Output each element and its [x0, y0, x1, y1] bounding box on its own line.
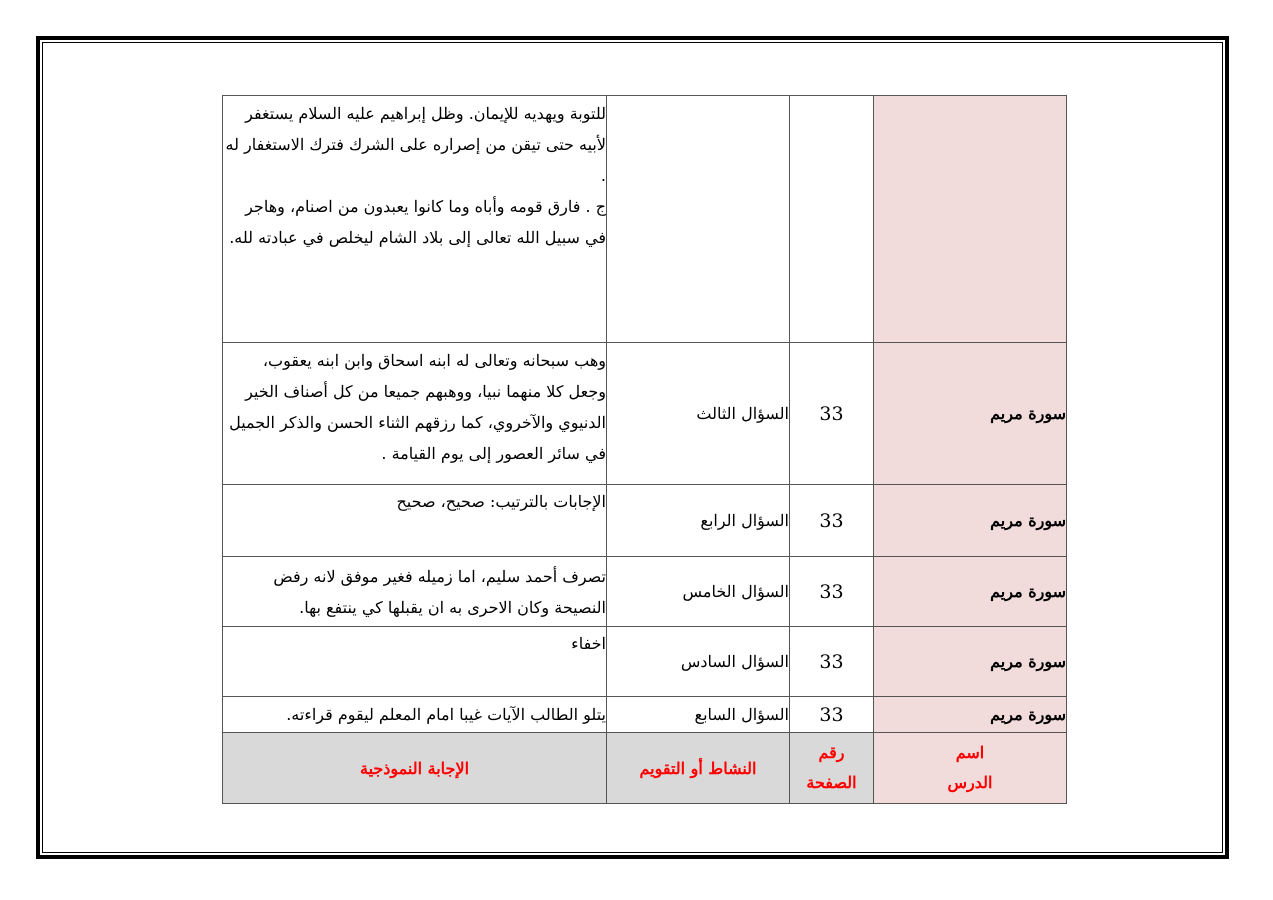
page-number-cell: 33: [790, 557, 874, 627]
answers-table: [222, 95, 1067, 804]
answer-text: يتلو الطالب الآيات غيبا امام المعلم ليقوم قراءته.: [286, 704, 606, 724]
header-page-line2: الصفحة: [806, 773, 857, 792]
activity-cell: السؤال السادس: [607, 627, 790, 697]
answer-text: اخفاء: [571, 634, 606, 653]
answer-cell: [223, 697, 607, 733]
table-row: [223, 627, 1067, 697]
activity-cell: السؤال الخامس: [607, 557, 790, 627]
lesson-cell: سورة مريم: [874, 627, 1067, 697]
table-row: [223, 557, 1067, 627]
lesson-cell: سورة مريم: [874, 485, 1067, 557]
table-row: [223, 343, 1067, 485]
answer-text: للتوبة ويهديه للإيمان. وظل إبراهيم عليه السلام يستغفر لأبيه حتى تيقن من إصراره على الشرك فترك الاستغفار له . ج . فارق قومه وأباه وما كانوا يعبدون من اصنام، وهاجر في سبيل الله تعالى إلى بلاد الشام ليخلص في عبادته لله.: [225, 104, 606, 247]
page-number-cell: [790, 96, 874, 343]
header-lesson-name: [874, 733, 1067, 804]
answer-text: وهب سبحانه وتعالى له ابنه اسحاق وابن ابنه يعقوب، وجعل كلا منهما نبيا، ووهبهم جميعا من كل أصناف الخير الدنيوي والآخروي، كما رزقهم الثناء الحسن والذكر الجميل في سائر العصور إلى يوم القيامة .: [229, 351, 606, 463]
activity-cell: السؤال السابع: [607, 697, 790, 733]
answer-text: الإجابات بالترتيب: صحيح، صحيح: [396, 492, 606, 511]
table-header-row: [223, 733, 1067, 804]
page-number-cell: 33: [790, 485, 874, 557]
page-number-cell: 33: [790, 697, 874, 733]
header-model-answer: الإجابة النموذجية: [223, 733, 607, 804]
header-lesson-line2: الدرس: [947, 773, 993, 792]
activity-cell: [607, 96, 790, 343]
answer-cell: [223, 96, 607, 343]
lesson-cell: [874, 96, 1067, 343]
page-number-cell: 33: [790, 627, 874, 697]
page-number-cell: 33: [790, 343, 874, 485]
answer-cell: [223, 343, 607, 485]
lesson-cell: سورة مريم: [874, 697, 1067, 733]
header-page-line1: رقم: [818, 743, 845, 762]
activity-cell: السؤال الثالث: [607, 343, 790, 485]
activity-cell: السؤال الرابع: [607, 485, 790, 557]
table-row: [223, 697, 1067, 733]
header-page-number: [790, 733, 874, 804]
table-row: [223, 96, 1067, 343]
lesson-cell: سورة مريم: [874, 343, 1067, 485]
header-activity: النشاط أو التقويم: [607, 733, 790, 804]
header-lesson-line1: اسم: [955, 743, 985, 762]
answer-cell: [223, 627, 607, 697]
answer-cell: [223, 485, 607, 557]
answer-cell: [223, 557, 607, 627]
answer-text: تصرف أحمد سليم، اما زميله فغير موفق لانه رفض النصيحة وكان الاحرى به ان يقبلها كي ينتفع بها.: [273, 567, 606, 617]
lesson-cell: سورة مريم: [874, 557, 1067, 627]
table-row: [223, 485, 1067, 557]
